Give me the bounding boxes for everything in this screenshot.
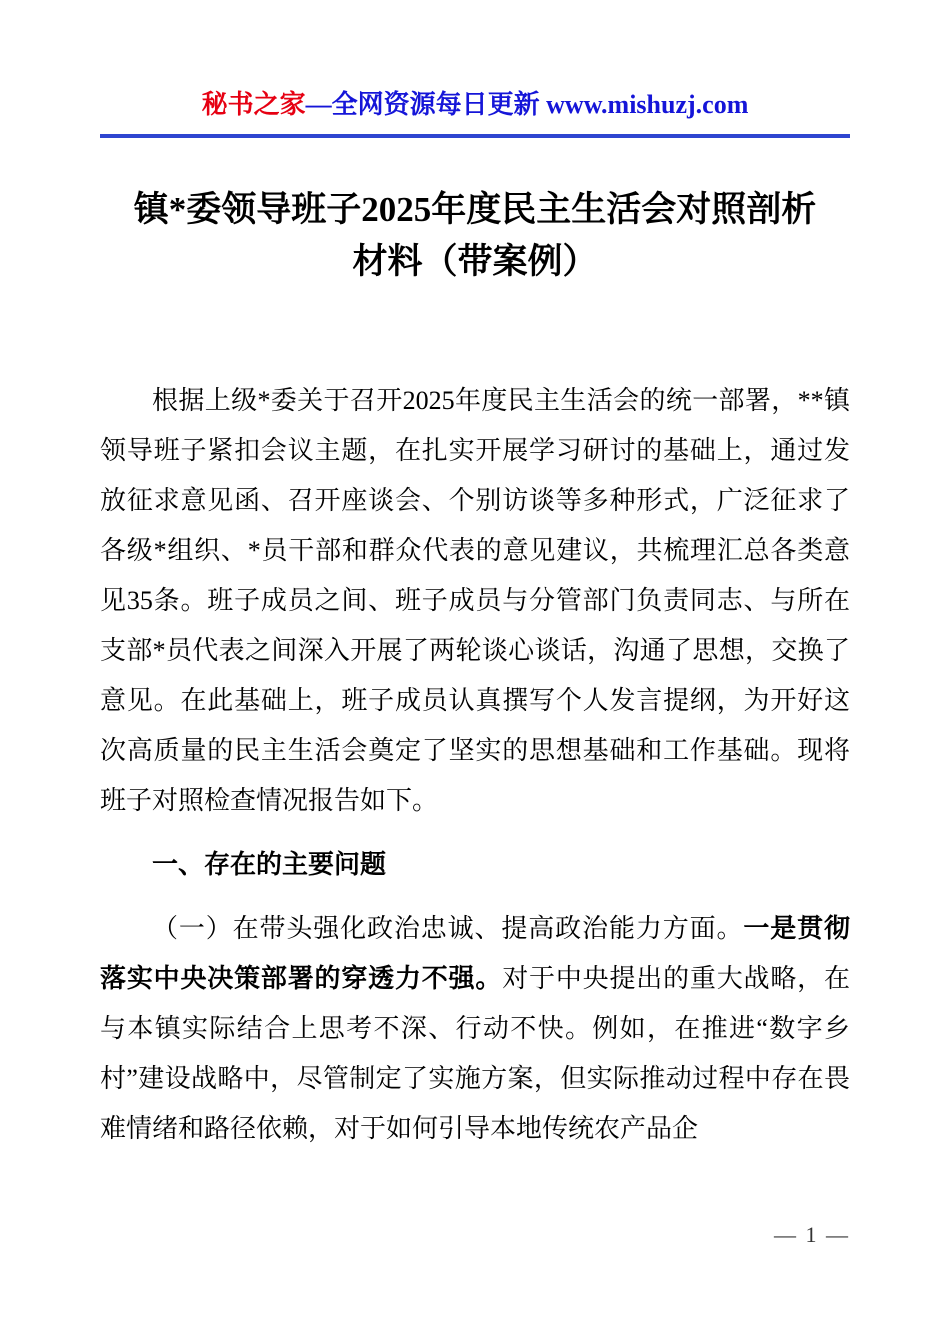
paragraph-issue-1 (100, 904, 850, 1154)
site-url-link[interactable]: www.mishuzj.com (546, 90, 749, 119)
issue-1-detail: 对于中央提出的重大战略，在与本镇实际结合上思考不深、行动不快。例如，在推进“数字乡村”建设战略中，尽管制定了实施方案，但实际推动过程中存在畏难情绪和路径依赖，对于如何引导本地传统农产品企 (100, 964, 850, 1143)
paragraph-intro: 根据上级*委关于召开2025年度民主生活会的统一部署，**镇领导班子紧扣会议主题，在扎实开展学习研讨的基础上，通过发放征求意见函、召开座谈会、个别访谈等多种形式，广泛征求了各级*组织、*员干部和群众代表的意见建议，共梳理汇总各类意见35条。班子成员之间、班子成员与分管部门负责同志、与所在支部*员代表之间深入开展了两轮谈心谈话，沟通了思想，交换了意见。在此基础上，班子成员认真撰写个人发言提纲，为开好这次高质量的民主生活会奠定了坚实的思想基础和工作基础。现将班子对照检查情况报告如下。 (100, 386, 850, 815)
page-number: — 1 — (774, 1222, 850, 1247)
site-name: 秘书之家 (201, 90, 306, 119)
header-divider (100, 134, 850, 138)
site-header (100, 84, 850, 121)
document-title (100, 184, 850, 288)
issue-1-point-title: 一是贯彻落实中央决策部署的穿透力不强。 (100, 914, 850, 993)
title-line-1: 镇*委领导班子2025年度民主生活会对照剖析 (133, 190, 817, 229)
title-line-2: 材料（带案例） (352, 242, 598, 281)
document-body (100, 376, 850, 1154)
site-tagline: —全网资源每日更新 (305, 90, 547, 119)
issue-1-lead: （一）在带头强化政治忠诚、提高政治能力方面。 (152, 914, 744, 943)
section-heading: 一、存在的主要问题 (152, 850, 387, 879)
